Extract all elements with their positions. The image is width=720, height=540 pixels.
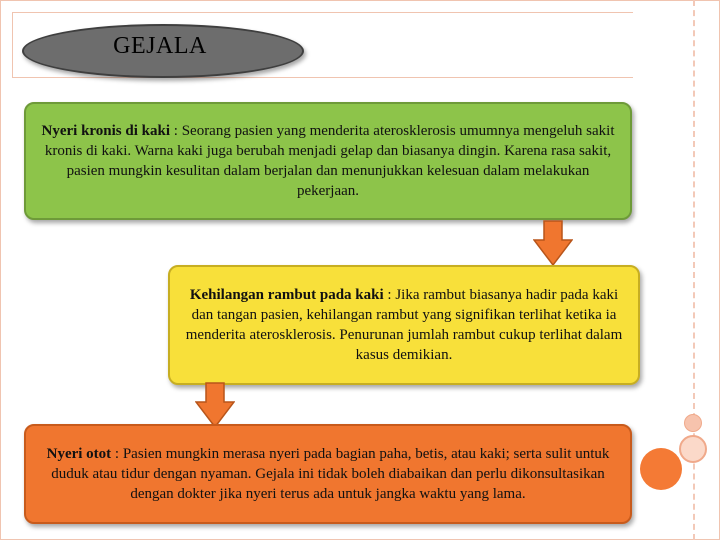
symptom-paragraph bbox=[34, 444, 622, 504]
symptom-text: Seorang pasien yang menderita aterosklerosis umumnya mengeluh sakit kronis di kaki. Warna kaki juga berubah menjadi gelap dan biasanya dingin. Karena rasa sakit, pasien mungkin kesulitan dalam berjalan dan menunjukkan kelesuan dalam melakukan pekerjaan. bbox=[44, 123, 615, 199]
page-title: GEJALA bbox=[113, 33, 207, 59]
decorative-circle-large bbox=[640, 448, 682, 490]
symptom-box-muscle-pain bbox=[24, 424, 632, 524]
symptom-paragraph bbox=[178, 285, 630, 365]
decorative-circle-small bbox=[684, 414, 702, 432]
symptom-separator: : bbox=[170, 123, 182, 139]
symptom-term: Nyeri otot bbox=[46, 446, 112, 462]
symptom-text: Pasien mungkin merasa nyeri pada bagian paha, betis, atau kaki; serta sulit untuk duduk atau tidur dengan nyaman. Gejala ini tidak boleh diabaikan dan perlu dikonsultasikan dengan dokter jika nyeri terus ada untuk jangka waktu yang lama. bbox=[51, 446, 610, 502]
symptom-separator: : bbox=[383, 287, 396, 303]
symptom-text: Jika rambut biasanya hadir pada kaki dan tangan pasien, kehilangan rambut yang signifikan terlihat ketika ia menderita aterosklerosis. Penurunan jumlah rambut cukup terlihat dalam kasus demikian. bbox=[185, 287, 623, 363]
down-arrow-icon bbox=[533, 220, 573, 266]
decorative-circle-medium bbox=[679, 435, 707, 463]
symptom-term: Kehilangan rambut pada kaki bbox=[189, 287, 384, 303]
down-arrow-icon bbox=[195, 382, 235, 428]
symptom-paragraph bbox=[34, 121, 622, 201]
symptom-box-hair-loss bbox=[168, 265, 640, 385]
symptom-separator: : bbox=[111, 446, 123, 462]
symptom-box-chronic-leg-pain bbox=[24, 102, 632, 220]
symptom-term: Nyeri kronis di kaki bbox=[41, 123, 171, 139]
